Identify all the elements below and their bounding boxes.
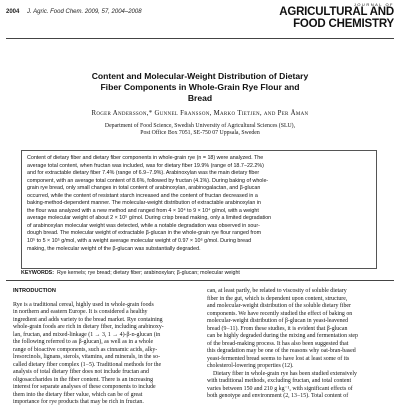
masthead-line-3: FOOD CHEMISTRY bbox=[293, 17, 394, 30]
body-paragraph bbox=[207, 288, 387, 401]
body-line: in northern and eastern Europe. It is considered a healthy bbox=[13, 309, 148, 315]
introduction-heading: INTRODUCTION bbox=[13, 288, 56, 294]
keywords-text: Rye kernels; rye bread; dietary fiber; arabinoxylan; β-glucan; molecular weight bbox=[56, 270, 240, 276]
body-line: lan, fructan, and mixed-linkage (1 → 3, 1 → 4)-β-ᴅ-glucan (in bbox=[13, 331, 161, 338]
body-line: importance for rye products that may be rich in fructan. bbox=[13, 399, 144, 405]
body-column-right bbox=[207, 288, 387, 401]
abstract-line: average molecular weight of about 2 × 10⁵ g/mol. During crisp bread making, only a limited degradation bbox=[27, 215, 272, 222]
title-line: Fiber Components in Whole-Grain Rye Flour and bbox=[100, 82, 300, 92]
abstract-box bbox=[21, 150, 377, 269]
body-line: them into the dietary fiber value, which can be of great bbox=[13, 391, 143, 398]
article-authors: Roger Andersson,* Gunnel Fransson, Marko Tietjen, and Per Åman bbox=[91, 110, 309, 117]
keywords-rule bbox=[6, 280, 394, 281]
body-line: yeast-fermented bread seems to have lost at least some of its bbox=[207, 355, 350, 362]
abstract-line: dough bread. The molecular weight of extractable β-glucan in the whole-grain rye flour ranged from bbox=[27, 230, 262, 237]
journal-citation: J. Agric. Food Chem. 2009, 57, 2004–2008 bbox=[27, 9, 142, 15]
masthead-line-1: JOURNAL OF bbox=[353, 2, 394, 7]
author-affiliation bbox=[30, 123, 370, 138]
header-rule bbox=[6, 38, 394, 39]
body-line: fiber in the gut, which is dependent upon content, structure, bbox=[207, 295, 348, 302]
abstract-line: occurred, while the content of resistant starch increased and the content of fructan decreased in a bbox=[27, 192, 258, 199]
abstract-line: average total content, when fructan was included, was for dietary fiber 19.9% (range of 18.7−22.2%) bbox=[27, 162, 264, 169]
affiliation-line: Department of Food Science, Swedish University of Agricultural Sciences (SLU), bbox=[104, 123, 296, 129]
keywords-label: KEYWORDS: bbox=[21, 270, 54, 276]
body-line: components. We have recently studied the effect of baking on bbox=[207, 310, 353, 317]
body-line: oligosaccharides in the fiber content. There is an increasing bbox=[13, 376, 154, 383]
body-column-left bbox=[13, 288, 193, 407]
body-line: bread (9−11). From these studies, it is evident that β-glucan bbox=[207, 325, 348, 332]
abstract-line: component, with an average total content of 8.6%, followed by fructan (4.1%). During baking of whole- bbox=[27, 177, 269, 184]
body-line: interest for separate analyses of these components to include bbox=[13, 384, 156, 390]
masthead-line-2: AGRICULTURAL AND bbox=[279, 6, 394, 18]
running-header bbox=[6, 9, 142, 15]
body-line: molecular-weight distribution of β-glucan in yeast-leavened bbox=[207, 318, 349, 324]
page-number: 2004 bbox=[6, 9, 20, 15]
body-line: with traditional methods, excluding fructan, and total content bbox=[207, 378, 352, 384]
abstract-line: and for extractable dietary fiber 7.4% (range of 6.9−7.9%). Arabinoxylan was the main dietary fiber bbox=[27, 170, 260, 177]
abstract-line: of arabinoxylan molecular weight was detected, while a notable degradation was observed in sour- bbox=[27, 222, 260, 229]
body-line: range of bioactive components, such as cinnamic acids, alky- bbox=[13, 346, 158, 353]
body-line: lresorcinols, lignans, sterols, vitamins, and minerals, in the so- bbox=[13, 354, 161, 360]
body-line: ingredient and adds variety to the bread market. Rye containing bbox=[13, 316, 163, 323]
body-line: can be highly degraded during the mixing and fermentation step bbox=[207, 333, 358, 339]
body-line: this degradation may be one of the reasons why oat-bran-based bbox=[207, 348, 356, 354]
abstract-line: making, the molecular weight of the β-glucan was substantially degraded. bbox=[27, 245, 201, 252]
title-line: Bread bbox=[187, 93, 213, 103]
body-line: and molecular-weight distribution of the soluble dietary fiber bbox=[207, 303, 351, 309]
body-line: called dietary fiber complex (1−5). Traditional methods for the bbox=[13, 361, 162, 368]
body-line: cholesterol-lowering properties (12). bbox=[207, 363, 294, 369]
keywords-line bbox=[21, 270, 240, 276]
body-line: whole-grain foods are rich in dietary fiber, including arabinoxy- bbox=[13, 324, 164, 330]
abstract-text bbox=[27, 155, 371, 253]
abstract-line: grain rye bread, only small changes in total content of arabinoxylan, arabinogalactan, and β-glucan bbox=[27, 185, 261, 192]
body-line: varies between 150 and 210 g kg⁻¹, with significant effects of bbox=[207, 385, 353, 392]
body-line: can, at least partly, be related to viscosity of soluble dietary bbox=[207, 288, 347, 294]
journal-masthead bbox=[279, 3, 394, 30]
article-title bbox=[20, 71, 380, 104]
body-line: Rye is a traditional cereal, highly used in whole-grain foods bbox=[13, 301, 154, 308]
abstract-line: Content of dietary fiber and dietary fiber components in whole-grain rye (n = 18) were analyzed. The bbox=[27, 155, 264, 161]
introduction-paragraph bbox=[13, 302, 193, 407]
body-line: analysis of total dietary fiber does not include fructan and bbox=[13, 369, 149, 375]
title-line: Content and Molecular-Weight Distribution of Dietary bbox=[91, 71, 309, 81]
abstract-line: 10⁵ to 5 × 10⁵ g/mol, with a weight average molecular weight of 0.97 × 10⁶ g/mol. During bread bbox=[27, 238, 252, 245]
body-line: Dietary fiber in whole-grain rye has been studied extensively bbox=[213, 370, 357, 377]
body-line: the following referred to as β-glucan), as well as in a whole bbox=[13, 339, 154, 345]
abstract-line: baking-method-dependent manner. The molecular-weight distribution of extractable arabinoxylan in bbox=[27, 200, 261, 207]
affiliation-line: Post Office Box 7051, SE-750 07 Uppsala, Sweden bbox=[140, 130, 260, 137]
abstract-line: the flour was analyzed with a new method and ranged from 4 × 10⁴ to 9 × 10⁴ g/mol, with a weight bbox=[27, 207, 259, 214]
body-line: of the bread-making process. It has also been suggested that bbox=[207, 340, 349, 347]
body-line: both genotype and environment (2, 13−15). Total content of bbox=[207, 393, 349, 399]
